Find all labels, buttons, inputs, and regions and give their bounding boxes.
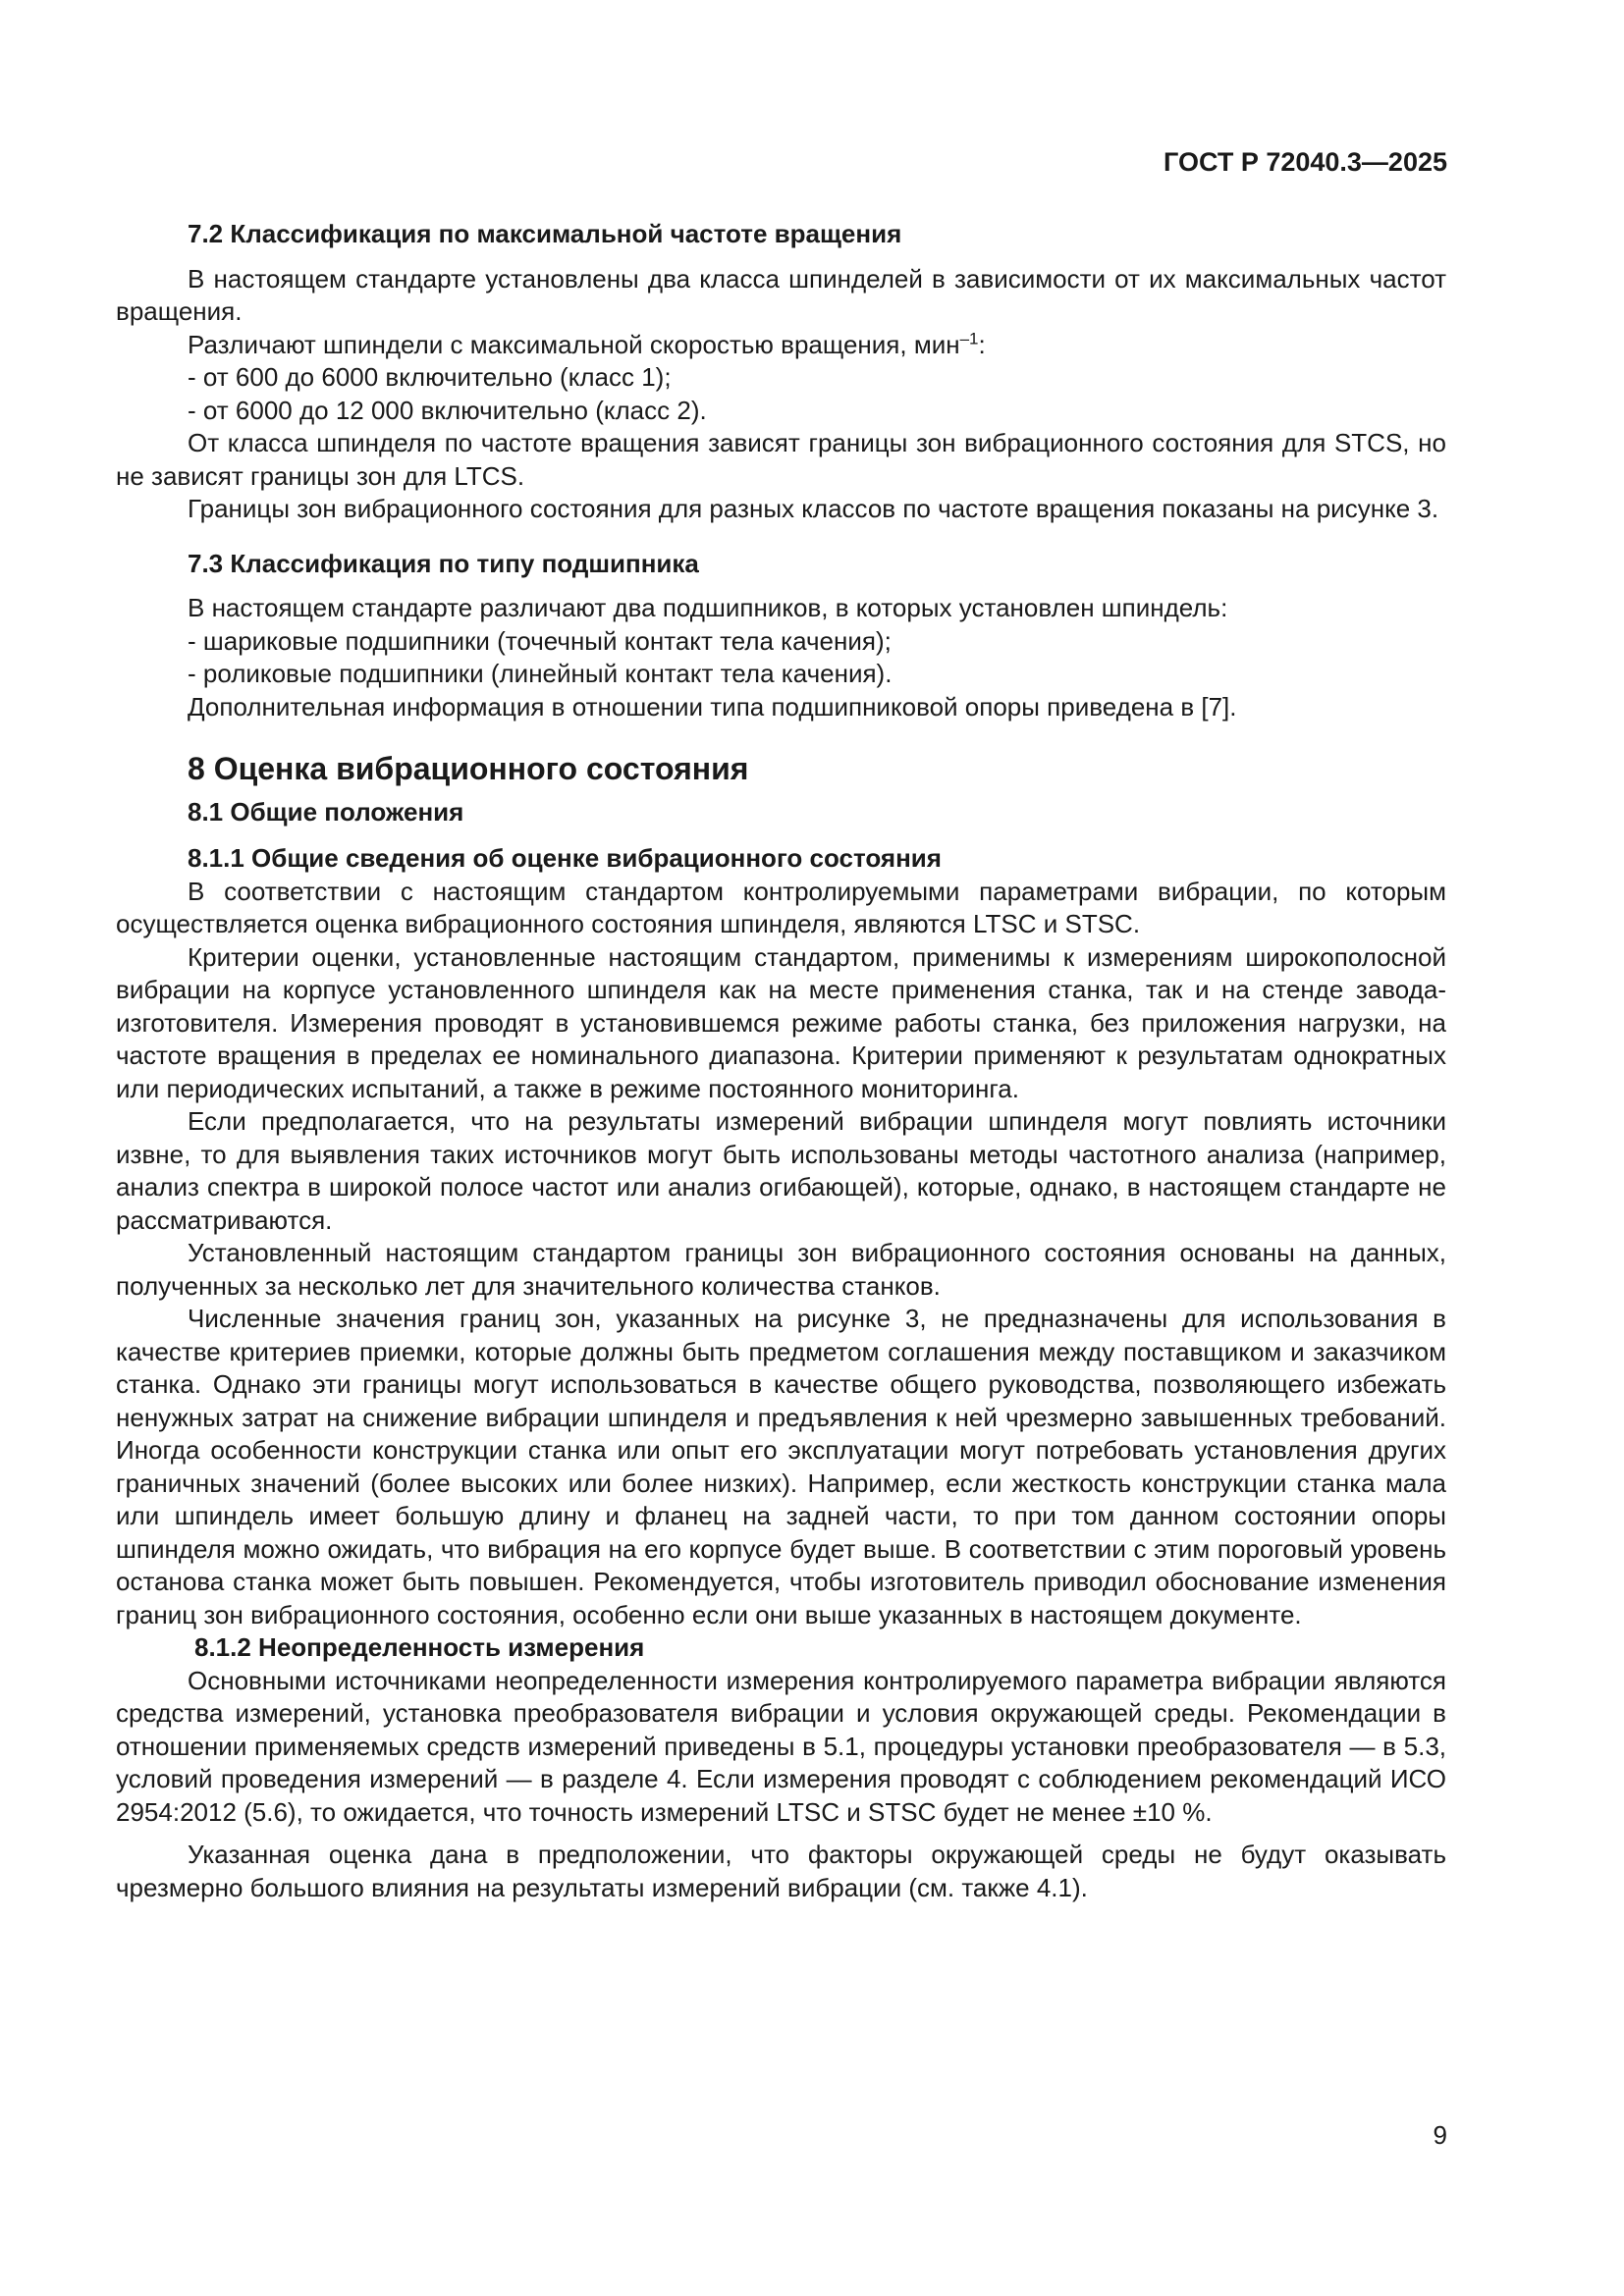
paragraph: Установленный настоящим стандартом границы зон вибрационного состояния основаны на данных, полученных за несколько лет для значительного количества станков.	[116, 1238, 1446, 1301]
list-item: - от 600 до 6000 включительно (класс 1);	[188, 362, 672, 392]
paragraph	[116, 329, 1446, 362]
section-7-2-title: 7.2 Классификация по максимальной частоте вращения	[188, 219, 902, 248]
list-item: - от 6000 до 12 000 включительно (класс 2).	[188, 395, 707, 425]
document-header: ГОСТ Р 72040.3—2025	[1164, 147, 1447, 177]
superscript: –1	[959, 328, 979, 347]
page-number: 9	[1433, 2120, 1447, 2150]
section-8-1-2-title: 8.1.2 Неопределенность измерения	[194, 1632, 645, 1662]
section-8-1-1-title: 8.1.1 Общие сведения об оценке вибрационного состояния	[188, 843, 942, 873]
paragraph: В соответствии с настоящим стандартом контролируемыми параметрами вибрации, по которым осуществляется оценка вибрационного состояния шпинделя, являются LTSC и STSC.	[116, 876, 1446, 938]
paragraph: Если предполагается, что на результаты измерений вибрации шпинделя могут повлиять источники извне, то для выявления таких источников могут быть использованы методы частотного анализа (например, анализ спектра в широкой полосе частот или анализ огибающей), которые, однако, в настоящем стандарте не рассматриваются.	[116, 1106, 1446, 1235]
paragraph: Дополнительная информация в отношении типа подшипниковой опоры приведена в [7].	[188, 691, 1237, 721]
paragraph: В настоящем стандарте различают два подшипников, в которых установлен шпиндель:	[188, 593, 1228, 622]
section-7-3-title: 7.3 Классификация по типу подшипника	[188, 548, 699, 578]
section-8-1-title: 8.1 Общие положения	[188, 796, 464, 827]
paragraph: Указанная оценка дана в предположении, что факторы окружающей среды не будут оказывать чрезмерно большого влияния на результаты измерений вибрации (см. также 4.1).	[116, 1840, 1446, 1902]
list-item: - шариковые подшипники (точечный контакт тела качения);	[188, 625, 892, 656]
document-body	[116, 218, 1446, 1904]
section-8-title: 8 Оценка вибрационного состояния	[188, 751, 749, 786]
paragraph: Основными источниками неопределенности измерения контролируемого параметра вибрации являются средства измерений, установка преобразователя вибрации и условия окружающей среды. Рекомендации в отношении применяемых средств измерений приведены в 5.1, процедуры установки преобразователя — в 5.3, условий проведения измерений — в разделе 4. Если измерения проводят с соблюдением рекомендаций ИСО 2954:2012 (5.6), то ожидается, что точность измерений LTSC и STSC будет не менее ±10 %.	[116, 1665, 1446, 1827]
paragraph: Численные значения границ зон, указанных на рисунке 3, не предназначены для использования в качестве критериев приемки, которые должны быть предметом соглашения между поставщиком и заказчиком станка. Однако эти границы могут использоваться в качестве общего руководства, позволяющего избежать ненужных затрат на снижение вибрации шпинделя и предъявления к ней чрезмерно завышенных требований. Иногда особенности конструкции станка или опыт его эксплуатации могут потребовать установления других граничных значений (более высоких или более низких). Например, если жесткость конструкции станка мала или шпиндель имеет большую длину и фланец на задней части, то при том данном состоянии опоры шпинделя можно ожидать, что вибрация на его корпусе будет выше. В соответствии с этим пороговый уровень останова станка может быть повышен. Рекомендуется, чтобы изготовитель приводил обоснование изменения границ зон вибрационного состояния, особенно если они выше указанных в настоящем документе.	[116, 1304, 1446, 1629]
paragraph: Границы зон вибрационного состояния для разных классов по частоте вращения показаны на рисунке 3.	[188, 494, 1439, 523]
paragraph-text: Различают шпиндели с максимальной скоростью вращения, мин	[188, 329, 960, 359]
paragraph-text: :	[978, 329, 986, 359]
list-item: - роликовые подшипники (линейный контакт тела качения).	[188, 659, 893, 688]
paragraph: Критерии оценки, установленные настоящим стандартом, применимы к измерениям широкополосной вибрации на корпусе установленного шпинделя как на месте применения станка, так и на стенде завода-изготовителя. Измерения проводят в установившемся режиме работы станка, без приложения нагрузки, на частоте вращения в пределах ее номинального диапазона. Критерии применяют к результатам однократных или периодических испытаний, а также в режиме постоянного мониторинга.	[116, 941, 1446, 1103]
paragraph: В настоящем стандарте установлены два класса шпинделей в зависимости от их максимальных частот вращения.	[116, 263, 1446, 326]
paragraph: От класса шпинделя по частоте вращения зависят границы зон вибрационного состояния для STCS, но не зависят границы зон для LTCS.	[116, 428, 1446, 491]
